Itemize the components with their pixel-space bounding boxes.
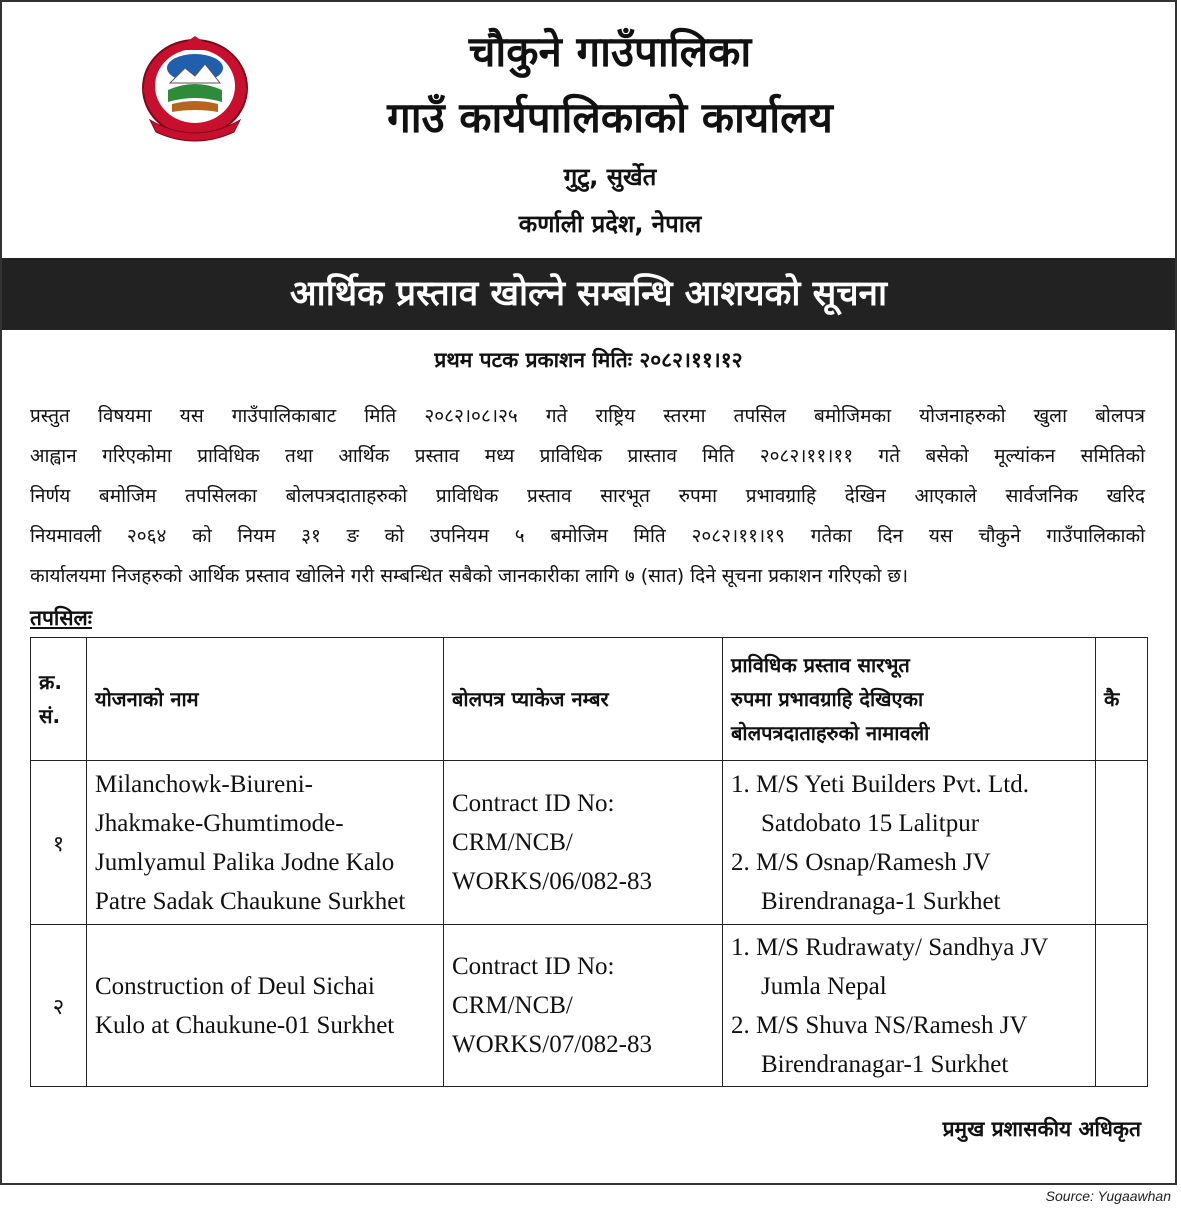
header-project-name: योजनाको नाम	[87, 638, 444, 761]
row-contract-id: Contract ID No: CRM/NCB/ WORKS/07/082-83	[444, 925, 723, 1087]
row-bidders: 1. M/S Rudrawaty/ Sandhya JV Jumla Nepal 2. M/S Shuva NS/Ramesh JV Birendranagar-1 Surkhet	[723, 925, 1096, 1087]
header-package-number: बोलपत्र प्याकेज नम्बर	[444, 638, 723, 761]
office-name: गाउँ कार्यपालिकाको कार्यालय	[387, 93, 833, 142]
bidders-table	[30, 637, 1148, 1087]
header-bidders: प्राविधिक प्रस्ताव सारभूत रुपमा प्रभावग्राहि देखिएका बोलपत्रदाताहरुको नामावली	[723, 638, 1096, 761]
body-line: निर्णय बमोजिम तपसिलका बोलपत्रदाताहरुको प्राविधिक प्रस्ताव सारभूत रुपमा प्रभावग्राहि देखिन आएकाले सार्वजनिक खरिद	[30, 485, 1145, 507]
body-line: कार्यालयमा निजहरुको आर्थिक प्रस्ताव खोलिने गरी सम्बन्धित सबैको जानकारीका लागि ७ (सात) दिने सूचना प्रकाशन गरिएको छ।	[30, 565, 909, 587]
row-serial: २	[31, 925, 87, 1087]
province-address: कर्णाली प्रदेश, नेपाल	[518, 210, 702, 238]
row-project-name: Construction of Deul Sichai Kulo at Chaukune-01 Surkhet	[87, 925, 444, 1087]
publication-date: प्रथम पटक प्रकाशन मितिः २०८२।११।१२	[434, 348, 743, 372]
body-line: प्रस्तुत विषयमा यस गाउँपालिकाबाट मिति २०८२।०८।२५ गते राष्ट्रिय स्तरमा तपसिल बमोजिमका योजनाहरुको खुला बोलपत्र	[30, 405, 1145, 427]
table-header-row	[31, 638, 1148, 761]
municipality-name: चौकुने गाउँपालिका	[468, 27, 752, 76]
row-remarks	[1096, 925, 1148, 1087]
row-serial: १	[31, 761, 87, 925]
table-row	[31, 925, 1148, 1087]
table-row	[31, 761, 1148, 925]
row-contract-id: Contract ID No: CRM/NCB/ WORKS/06/082-83	[444, 761, 723, 925]
body-line: आह्वान गरिएकोमा प्राविधिक तथा आर्थिक प्रस्ताव मध्य प्राविधिक प्रास्ताव मिति २०८२।११।११ गते बसेको मूल्यांकन समितिको	[30, 445, 1145, 467]
row-project-name: Milanchowk-Biureni- Jhakmake-Ghumtimode- Jumlyamul Palika Jodne Kalo Patre Sadak Chaukune Surkhet	[87, 761, 444, 925]
row-remarks	[1096, 761, 1148, 925]
row-bidders: 1. M/S Yeti Builders Pvt. Ltd. Satdobato 15 Lalitpur 2. M/S Osnap/Ramesh JV Birendranaga-1 Surkhet	[723, 761, 1096, 925]
office-address: गुटु, सुर्खेत	[563, 163, 657, 191]
source-credit: Source: Yugaawhan	[1045, 1188, 1171, 1204]
body-line: नियमावली २०६४ को नियम ३१ ङ को उपनियम ५ बमोजिम मिति २०८२।११।१९ गतेका दिन यस चौकुने गाउँपालिकाको	[30, 525, 1145, 547]
nepal-emblem-icon	[130, 28, 260, 143]
notice-title-banner: आर्थिक प्रस्ताव खोल्ने सम्बन्धि आशयको सूचना	[2, 258, 1175, 330]
header-serial: क्र. सं.	[31, 638, 87, 761]
header-remarks: कै	[1096, 638, 1148, 761]
details-label: तपसिलः	[30, 606, 93, 630]
signature-title: प्रमुख प्रशासकीय अधिकृत	[942, 1117, 1141, 1141]
